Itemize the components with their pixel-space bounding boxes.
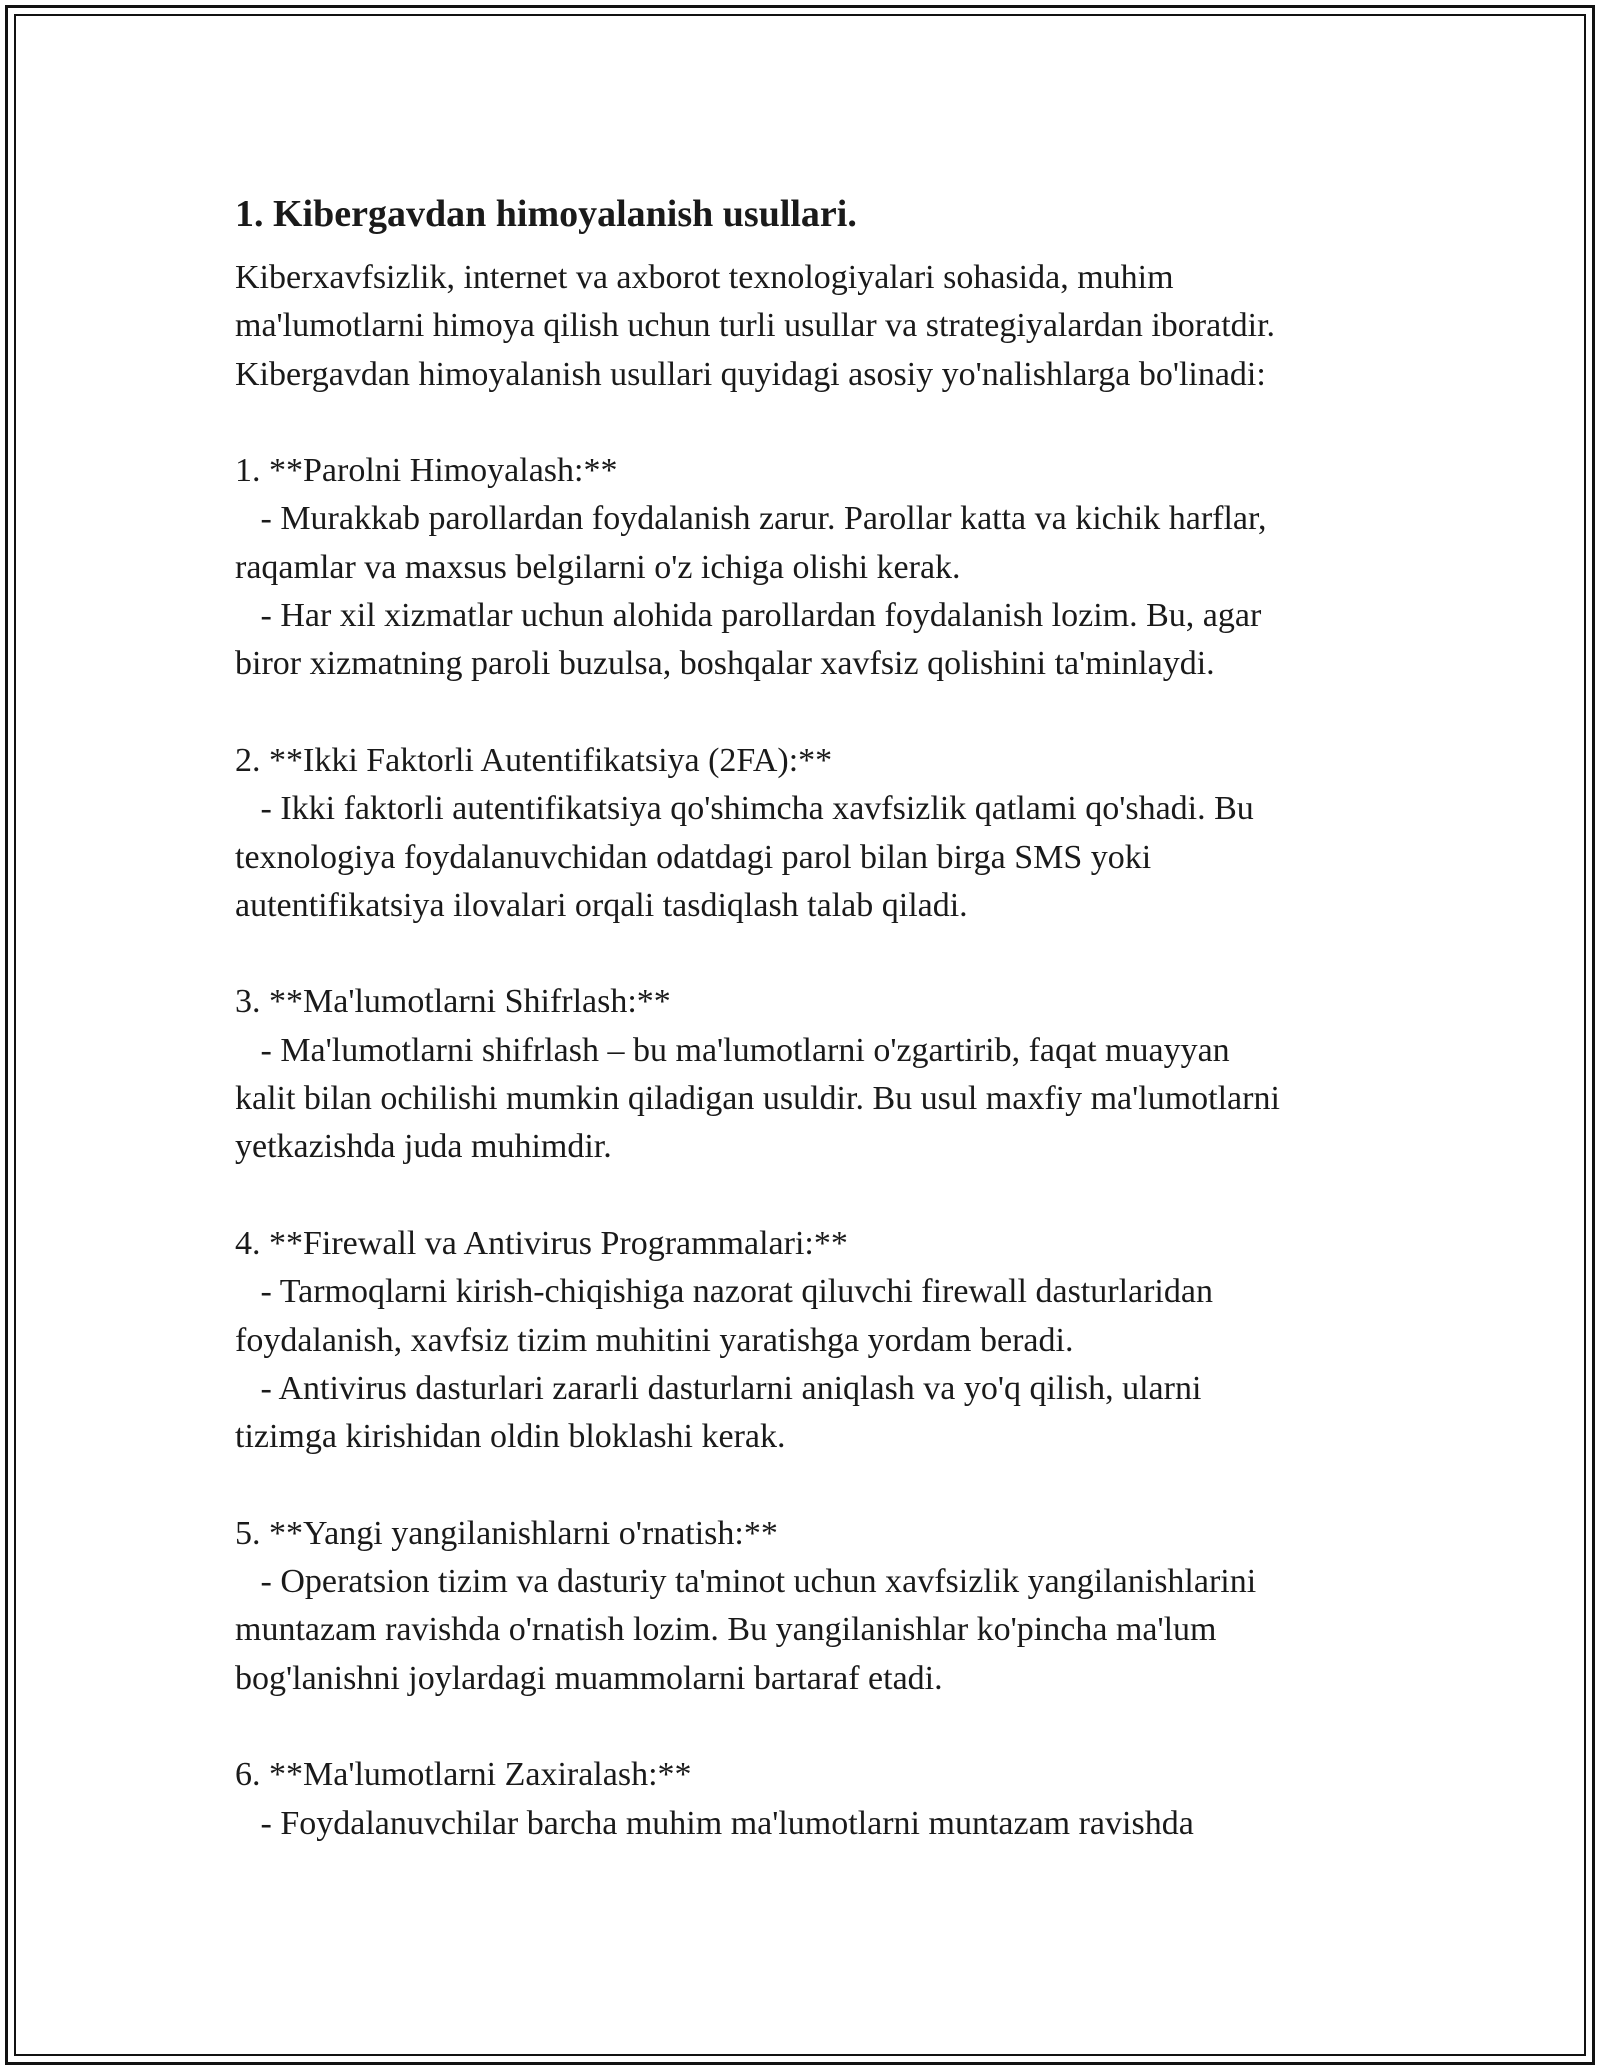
section-1-body: - Murakkab parollardan foydalanish zarur. Parollar katta va kichik harflar, raqamlar va maxsus belgilarni o'z ichiga olishi kerak. - Har xil xizmatlar uchun alohida parollardan foydalanish lozim. Bu, agar biror xizmatning paroli buzulsa, boshqalar xavfsiz qolishini ta'minlaydi. (235, 500, 1267, 683)
section-4-heading: 4. **Firewall va Antivirus Programmalari:** (235, 1224, 848, 1262)
section-5-heading: 5. **Yangi yangilanishlarni o'rnatish:** (235, 1514, 778, 1552)
paragraph-spacer (235, 1703, 1385, 1751)
section-3-body: - Ma'lumotlarni shifrlash – bu ma'lumotlarni o'zgartirib, faqat muayyan kalit bilan ochilishi mumkin qiladigan usuldir. Bu usul maxfiy ma'lumotlarni yetkazishda juda muhimdir. (235, 1031, 1280, 1166)
document-body (235, 186, 1385, 1848)
section-6-heading: 6. **Ma'lumotlarni Zaxiralash:** (235, 1756, 692, 1794)
paragraph-spacer (235, 1461, 1385, 1509)
section-3-heading: 3. **Ma'lumotlarni Shifrlash:** (235, 983, 671, 1021)
section-2-body: - Ikki faktorli autentifikatsiya qo'shimcha xavfsizlik qatlami qo'shadi. Bu texnologiya foydalanuvchidan odatdagi parol bilan birga SMS yoki autentifikatsiya ilovalari orqali tasdiqlash talab qiladi. (235, 790, 1254, 924)
paragraph-spacer (235, 689, 1385, 737)
section-6-body: - Foydalanuvchilar barcha muhim ma'lumotlarni muntazam ravishda (235, 1804, 1194, 1842)
section-5-body: - Operatsion tizim va dasturiy ta'minot uchun xavfsizlik yangilanishlarini muntazam ravishda o'rnatish lozim. Bu yangilanishlar ko'pincha ma'lum bog'lanishni joylardagi muammolarni bartaraf etadi. (235, 1563, 1257, 1697)
paragraph-spacer (235, 399, 1385, 447)
paragraph-spacer (235, 1172, 1385, 1220)
document-title: 1. Kibergavdan himoyalanish usullari. (235, 193, 857, 235)
paragraph-spacer (235, 930, 1385, 978)
intro-paragraph: Kiberxavfsizlik, internet va axborot texnologiyalari sohasida, muhim ma'lumotlarni himoya qilish uchun turli usullar va strategiyalardan iboratdir. Kibergavdan himoyalanish usullari quyidagi asosiy yo'nalishlarga bo'linadi: (235, 259, 1276, 393)
section-4-body: - Tarmoqlarni kirish-chiqishiga nazorat qiluvchi firewall dasturlaridan foydalanish, xavfsiz tizim muhitini yaratishga yordam beradi. - Antivirus dasturlari zararli dasturlarni aniqlash va yo'q qilish, ularni tizimga kirishidan oldin bloklashi kerak. (235, 1273, 1213, 1456)
section-1-heading: 1. **Parolni Himoyalash:** (235, 452, 618, 490)
section-2-heading: 2. **Ikki Faktorli Autentifikatsiya (2FA):** (235, 741, 833, 779)
